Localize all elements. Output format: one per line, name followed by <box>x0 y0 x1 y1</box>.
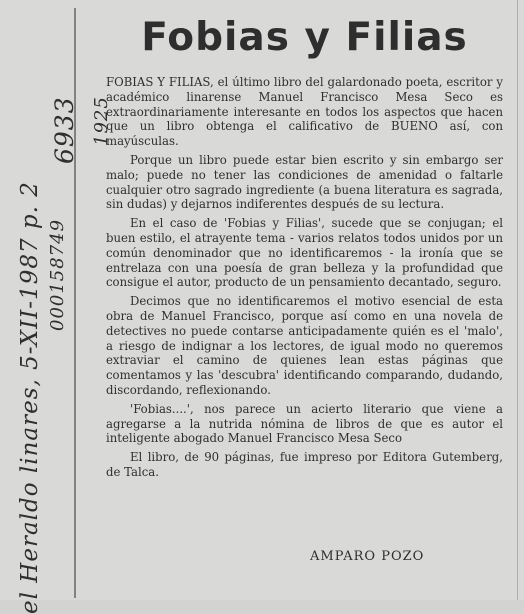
handwritten-year: 1925 <box>91 96 112 146</box>
handwritten-catalog-number: 000158749 <box>47 218 68 331</box>
handwritten-code: 6933 <box>50 96 79 164</box>
paragraph-4: Decimos que no identificaremos el motivo esencial de esta obra de Manuel Francisco, porque así como en una novela de detectives no puede contarse anticipadamente quién es el 'malo', a riesgo de indignar a los lectores, de igual modo no queremos extraviar el camino de quienes lean estas páginas que comentamos y las 'descubra' identificando comparando, dudando, discordando, reflexionando. <box>106 294 503 397</box>
paragraph-5: 'Fobias....', nos parece un acierto literario que viene a agregarse a la nutrida nómina de libros de que es autor el inteligente abogado Manuel Francisco Mesa Seco <box>106 401 503 446</box>
paragraph-3: En el caso de 'Fobias y Filias', sucede que se conjugan; el buen estilo, el atrayente tema - varios relatos todos unidos por un común denominador que no identificaremos - la ironía que se entrelaza con una poesía de gran belleza y la profundidad que consigue el autor, producto de un pensamiento decantado, seguro. <box>106 216 503 290</box>
author-byline: AMPARO POZO <box>310 549 425 564</box>
handwritten-margin-notes <box>4 36 112 614</box>
paragraph-6: El libro, de 90 páginas, fue impreso por Editora Gutemberg, de Talca. <box>106 450 503 479</box>
paragraph-1: FOBIAS Y FILIAS, el último libro del galardonado poeta, escritor y académico linarense Manuel Francisco Mesa Seco es extraordinariamente interesante en todos los aspectos que hacen que un libro obtenga el calificativo de BUENO así, con mayúsculas. <box>106 75 503 149</box>
paragraph-2: Porque un libro puede estar bien escrito y sin embargo ser malo; puede no tener las condiciones de amenidad o faltarle cualquier otro sagrado ingrediente (a buena literatura es sagrada, sin dudas) y dejarnos indiferentes después de su lectura. <box>106 152 503 212</box>
article-title: Fobias y Filias <box>141 15 468 60</box>
article-body <box>106 15 503 480</box>
handwritten-source-note: el Heraldo linares, 5-XII-1987 p. 2 <box>17 181 43 614</box>
fold-line <box>517 0 518 600</box>
